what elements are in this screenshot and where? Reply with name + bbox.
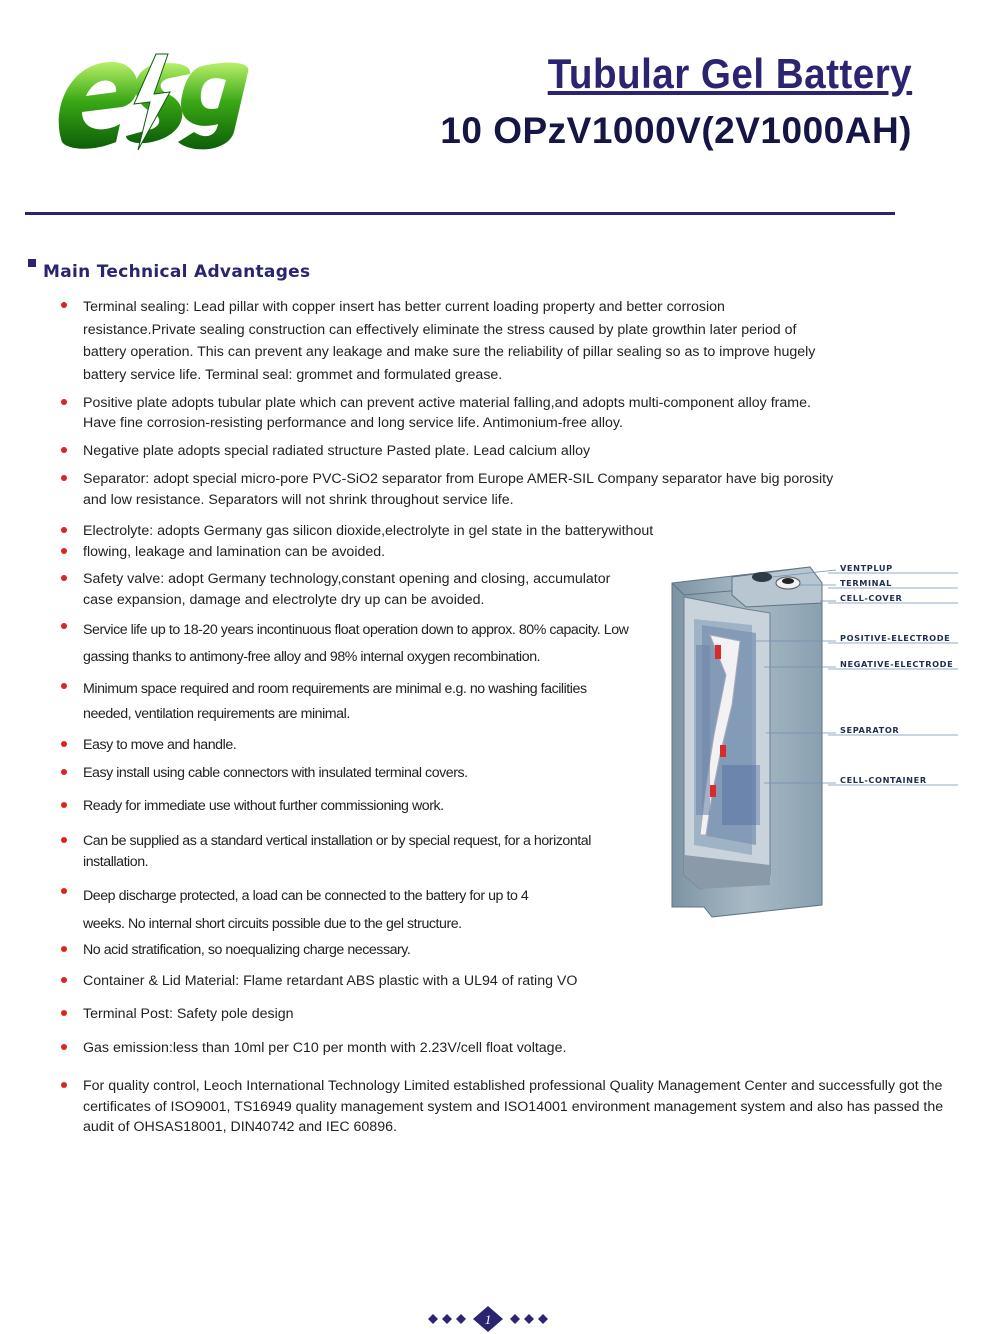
label-positive-electrode: POSITIVE-ELECTRODE bbox=[840, 633, 951, 643]
list-item: Negative plate adopts special radiated structure Pasted plate. Lead calcium alloy bbox=[83, 443, 591, 459]
label-cell-cover: CELL-COVER bbox=[840, 593, 903, 603]
diamond-icon bbox=[456, 1314, 466, 1324]
list-item: Easy install using cable connectors with insulated terminal covers. bbox=[83, 765, 468, 781]
list-item: Positive plate adopts tubular plate which can prevent active material falling,and adopts multi-component alloy frame. Have fine corrosion-resisting performance and long service life. Antimonium-free alloy. bbox=[83, 395, 811, 431]
list-item: Separator: adopt special micro-pore PVC-SiO2 separator from Europe AMER-SIL Company separator have big porosity and low resistance. Separators will not shrink throughout service life. bbox=[83, 469, 833, 511]
diamond-icon bbox=[538, 1314, 548, 1324]
diamond-icon bbox=[510, 1314, 520, 1324]
vent-plug-shape bbox=[752, 572, 772, 582]
page-number: 1 bbox=[484, 1312, 492, 1327]
list-item: Gas emission:less than 10ml per C10 per month with 2.23V/cell float voltage. bbox=[83, 1040, 567, 1056]
label-cell-container: CELL-CONTAINER bbox=[840, 775, 927, 785]
section-title: Main Technical Advantages bbox=[43, 262, 311, 282]
list-item: Terminal Post: Safety pole design bbox=[83, 1006, 294, 1022]
label-negative-electrode: NEGATIVE-ELECTRODE bbox=[840, 659, 954, 669]
label-ventplup: VENTPLUP bbox=[840, 563, 893, 573]
battery-cutaway-diagram bbox=[660, 555, 960, 927]
diamond-icon bbox=[428, 1314, 438, 1324]
list-item: Deep discharge protected, a load can be connected to the battery for up to 4 weeks. No internal short circuits possible due to the gel structure. bbox=[83, 882, 528, 938]
page-indicator bbox=[425, 1305, 551, 1333]
list-item: No acid stratification, so noequalizing charge necessary. bbox=[83, 942, 411, 958]
list-item: Terminal sealing: Lead pillar with copper insert has better current loading property and better corrosion resistance.Private sealing construction can effectively eliminate the stress caused by plate growthin later period of battery operation. This can prevent any leakage and make sure the reliability of pillar sealing so as to improve hugely battery service life. Terminal seal: grommet and formulated grease. bbox=[83, 296, 815, 386]
list-item: Safety valve: adopt Germany technology,constant opening and closing, accumulator case expansion, damage and electrolyte dry up can be avoided. bbox=[83, 569, 610, 610]
diamond-icon bbox=[442, 1314, 452, 1324]
list-item: Minimum space required and room requirements are minimal e.g. no washing facilities needed, ventilation requirements are minimal. bbox=[83, 677, 587, 727]
diamond-icon bbox=[524, 1314, 534, 1324]
label-terminal: TERMINAL bbox=[840, 578, 892, 588]
document-title: Tubular Gel Battery bbox=[547, 50, 912, 97]
model-subtitle: 10 OPzV1000V(2V1000AH) bbox=[440, 110, 912, 151]
list-item: Container & Lid Material: Flame retardant ABS plastic with a UL94 of rating VO bbox=[83, 973, 578, 989]
list-item: Can be supplied as a standard vertical installation or by special request, for a horizontal installation. bbox=[83, 831, 591, 872]
list-item: Easy to move and handle. bbox=[83, 737, 237, 753]
label-separator: SEPARATOR bbox=[840, 725, 900, 735]
list-item: Electrolyte: adopts Germany gas silicon dioxide,electrolyte in gel state in the batterywithout bbox=[83, 523, 654, 539]
list-item: For quality control, Leoch International Technology Limited established professional Quality Management Center and successfully got the certificates of ISO9001, TS16949 quality management system and ISO14001 environment management system and also has passed the audit of OHSAS18001, DIN40742 and IEC 60896. bbox=[83, 1076, 943, 1138]
list-item: Service life up to 18-20 years incontinuous float operation down to approx. 80% capacity. Low gassing thanks to antimony-free alloy and 98% internal oxygen recombination. bbox=[83, 617, 628, 671]
list-item: flowing, leakage and lamination can be avoided. bbox=[83, 544, 386, 560]
list-item: Ready for immediate use without further commissioning work. bbox=[83, 798, 444, 814]
